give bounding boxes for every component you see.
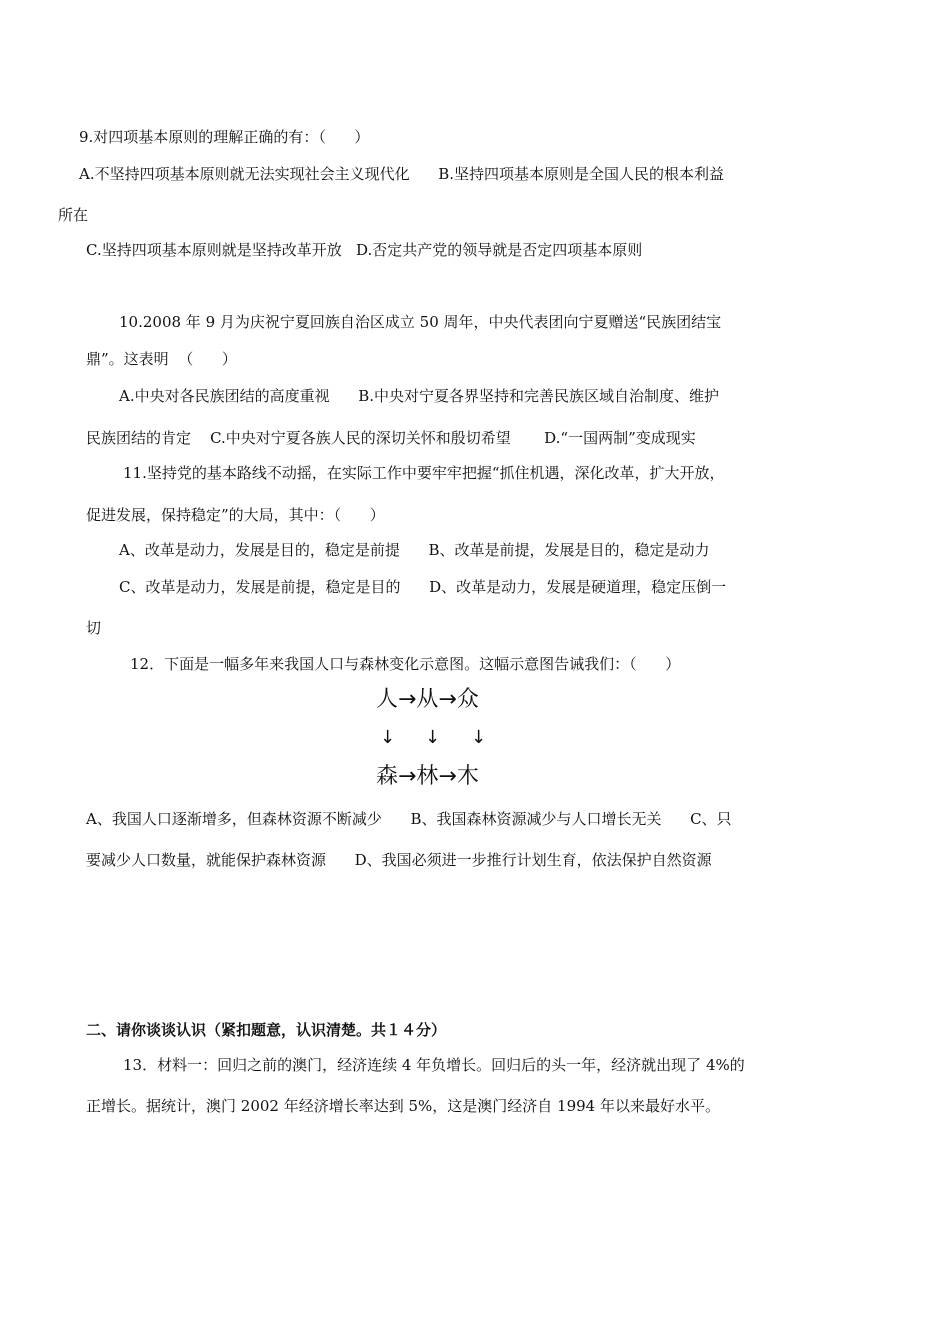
question-9-options-c-d: C.坚持四项基本原则就是坚持改革开放 D.否定共产党的领导就是否定四项基本原则	[86, 241, 643, 259]
question-10-options-b-c-d: 民族团结的肯定 C.中央对宁夏各族人民的深切关怀和殷切希望 D.“一国两制”变成现实	[86, 429, 696, 447]
diagram-top-row: 人→从→众	[376, 687, 479, 712]
question-13-line-2: 正增长。据统计，澳门 2002 年经济增长率达到 5%，这是澳门经济自 1994 年以来最好水平。	[86, 1097, 720, 1115]
question-11-stem-line-2: 促进发展，保持稳定”的大局，其中：（ ）	[86, 506, 385, 524]
question-11-options-a-b: A、改革是动力，发展是目的，稳定是前提 B、改革是前提，发展是目的，稳定是动力	[119, 541, 710, 559]
down-arrow-icon: ↓	[425, 727, 441, 748]
question-12-stem: 12．下面是一幅多年来我国人口与森林变化示意图。这幅示意图告诫我们：（ ）	[130, 655, 681, 673]
diagram-bottom-row: 森→林→木	[376, 764, 479, 789]
question-12-options-line-2: 要减少人口数量，就能保护森林资源 D、我国必须进一步推行计划生育，依法保护自然资源	[86, 851, 712, 869]
question-9-option-b-continued: 所在	[58, 206, 89, 224]
question-9-stem: 9.对四项基本原则的理解正确的有：（ ）	[79, 128, 370, 146]
down-arrow-icon: ↓	[471, 727, 487, 748]
down-arrow-icon: ↓	[380, 727, 396, 748]
question-9-options-a-b: A.不坚持四项基本原则就无法实现社会主义现代化 B.坚持四项基本原则是全国人民的根本利益	[79, 165, 725, 183]
question-13-line-1: 13．材料一：回归之前的澳门，经济连续 4 年负增长。回归后的头一年，经济就出现了 4%的	[123, 1056, 745, 1074]
section-2-heading: 二、请你谈谈认识（紧扣题意，认识清楚。共１４分）	[86, 1021, 447, 1039]
question-10-options-a-b: A.中央对各民族团结的高度重视 B.中央对宁夏各界坚持和完善民族区域自治制度、维护	[119, 387, 720, 405]
question-10-stem-line-1: 10.2008 年 9 月为庆祝宁夏回族自治区成立 50 周年，中央代表团向宁夏赠送“民族团结宝	[119, 313, 722, 331]
question-11-options-c-d: C、改革是动力，发展是前提，稳定是目的 D、改革是动力，发展是硬道理，稳定压倒一	[119, 578, 727, 596]
question-11-stem-line-1: 11.坚持党的基本路线不动摇，在实际工作中要牢牢把握“抓住机遇，深化改革，扩大开放，	[123, 464, 725, 482]
question-10-stem-line-2: 鼎”。这表明 （ ）	[86, 350, 237, 368]
question-11-option-d-continued: 切	[86, 619, 102, 637]
question-12-options-line-1: A、我国人口逐渐增多，但森林资源不断减少 B、我国森林资源减少与人口增长无关 C、只	[86, 810, 732, 828]
